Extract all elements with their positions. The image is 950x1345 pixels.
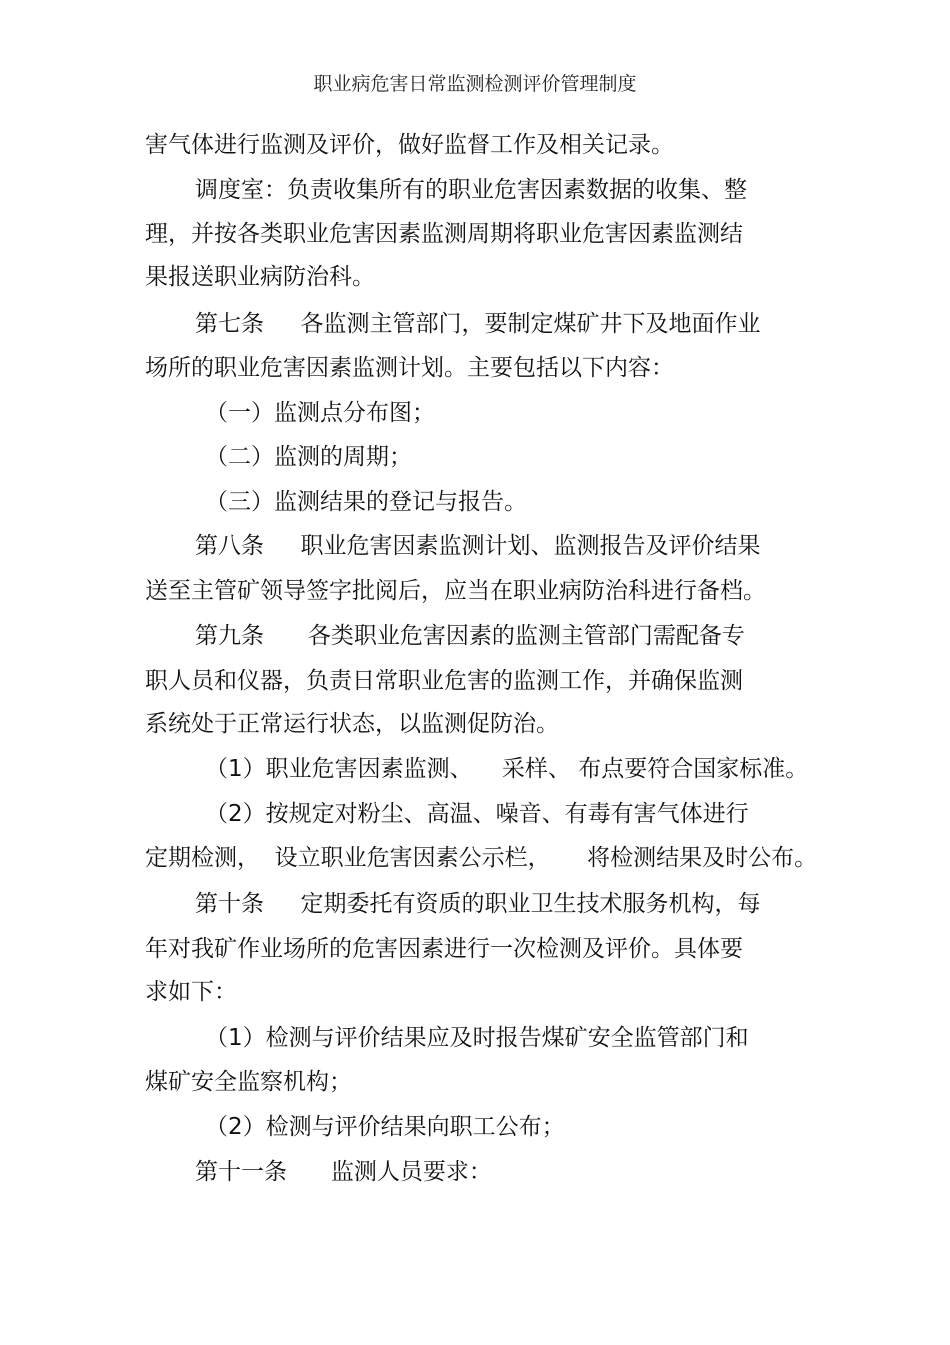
list-item: （一）监测点分布图； — [205, 400, 435, 426]
body-line: 场所的职业危害因素监测计划。主要包括以下内容： — [145, 355, 674, 381]
body-line: 职人员和仪器，负责日常职业危害的监测工作，并确保监测 — [145, 668, 743, 694]
list-item: （二）监测的周期； — [205, 444, 412, 470]
body-line: 理，并按各类职业危害因素监测周期将职业危害因素监测结 — [145, 221, 743, 247]
body-line: 送至主管矿领导签字批阅后，应当在职业病防治科进行备档。 — [145, 578, 766, 604]
body-line: 煤矿安全监察机构； — [145, 1069, 352, 1095]
article-heading-line: 第八条 职业危害因素监测计划、监测报告及评价结果 — [195, 533, 761, 559]
body-line: 定期检测， 设立职业危害因素公示栏， 将检测结果及时公布。 — [145, 845, 818, 871]
page-header-title: 职业病危害日常监测检测评价管理制度 — [313, 73, 637, 95]
body-line: 果报送职业病防治科。 — [145, 264, 375, 290]
body-line: 系统处于正常运行状态，以监测促防治。 — [145, 711, 559, 737]
article-heading-line: 第九条 各类职业危害因素的监测主管部门需配备专 — [195, 623, 745, 649]
list-item: （2）检测与评价结果向职工公布； — [205, 1114, 565, 1140]
list-item: （2）按规定对粉尘、高温、噪音、有毒有害气体进行 — [205, 801, 749, 827]
article-heading-line: 第十条 定期委托有资质的职业卫生技术服务机构，每 — [195, 891, 761, 917]
list-item: （1）检测与评价结果应及时报告煤矿安全监管部门和 — [205, 1025, 749, 1051]
body-line: 调度室：负责收集所有的职业危害因素数据的收集、整 — [195, 177, 747, 203]
article-heading-line: 第十一条 监测人员要求： — [195, 1159, 492, 1185]
list-item: （三）监测结果的登记与报告。 — [205, 489, 527, 515]
body-line: 年对我矿作业场所的危害因素进行一次检测及评价。具体要 — [145, 936, 743, 962]
list-item: （1）职业危害因素监测、 采样、 布点要符合国家标准。 — [205, 756, 809, 782]
article-heading-line: 第七条 各监测主管部门，要制定煤矿井下及地面作业 — [195, 311, 761, 337]
body-line: 害气体进行监测及评价，做好监督工作及相关记录。 — [145, 132, 674, 158]
body-line: 求如下： — [145, 979, 237, 1005]
